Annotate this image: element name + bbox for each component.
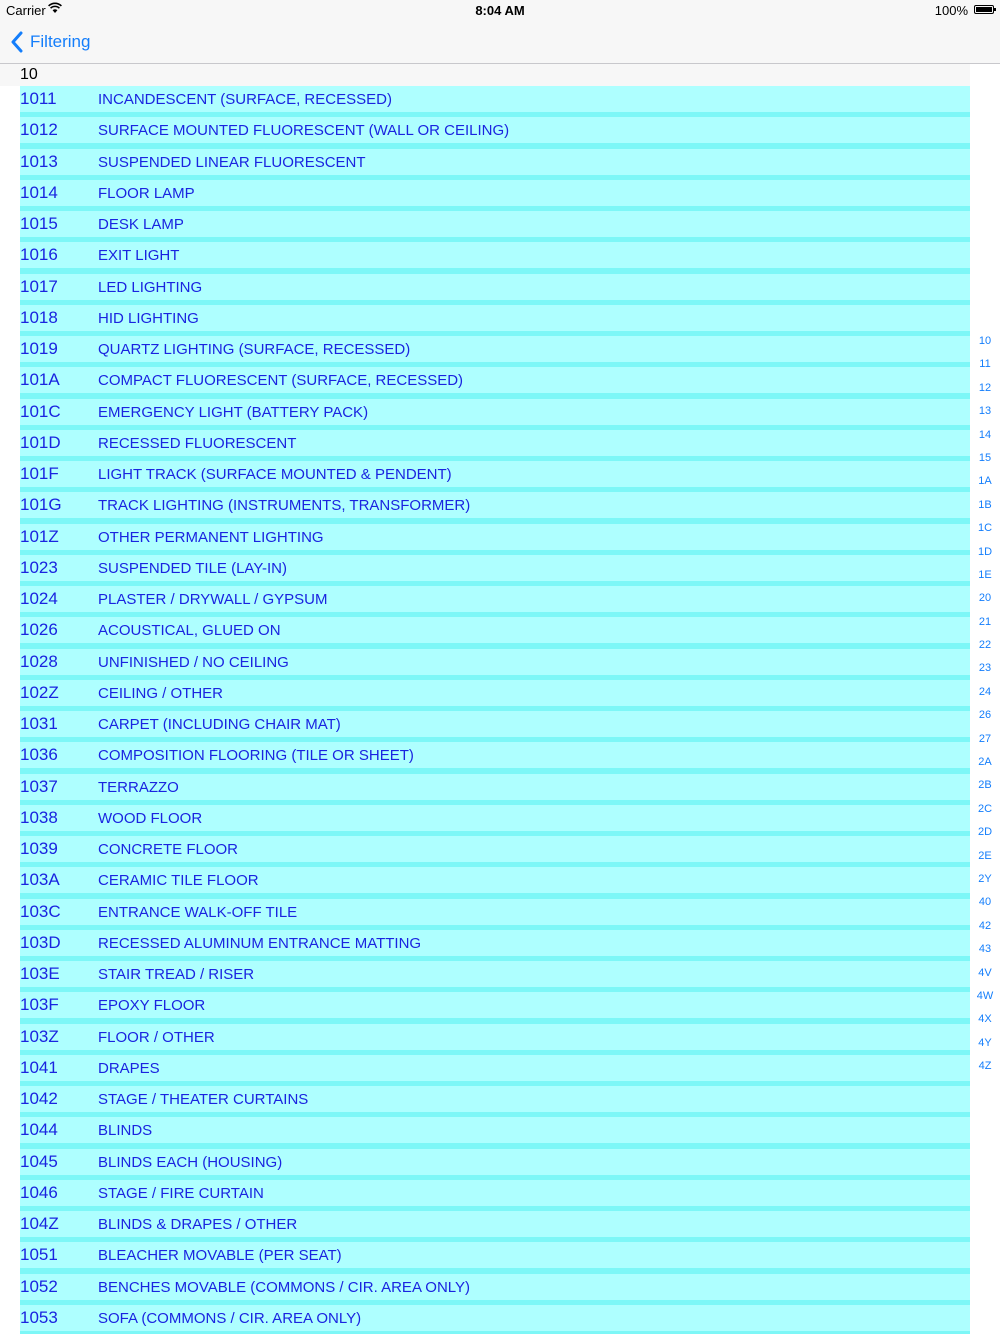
row-code: 1014 xyxy=(20,182,58,202)
row-background xyxy=(20,1055,970,1081)
row-description: BLINDS EACH (HOUSING) xyxy=(98,1153,283,1171)
index-item[interactable]: 1B xyxy=(978,498,992,511)
row-code: 1036 xyxy=(20,745,58,765)
row-code: 1015 xyxy=(20,214,58,233)
status-time: 8:04 AM xyxy=(475,3,525,18)
row-code: 1046 xyxy=(20,1182,58,1202)
row-description: STAGE / FIRE CURTAIN xyxy=(98,1184,264,1202)
index-item[interactable]: 1E xyxy=(978,568,992,581)
row-code: 1028 xyxy=(20,651,58,671)
index-item[interactable]: 42 xyxy=(978,919,992,932)
row-description: RECESSED ALUMINUM ENTRANCE MATTING xyxy=(98,934,422,952)
index-item[interactable]: 15 xyxy=(978,451,992,464)
table-row[interactable] xyxy=(20,117,970,148)
row-description: LED LIGHTING xyxy=(98,278,203,296)
row-code: 1023 xyxy=(20,557,58,577)
index-item[interactable]: 2C xyxy=(977,802,993,815)
index-item[interactable]: 4X xyxy=(978,1013,992,1026)
table-row[interactable] xyxy=(20,149,970,180)
row-description: STAGE / THEATER CURTAINS xyxy=(98,1091,309,1108)
section-header xyxy=(0,64,970,86)
row-description: TRACK LIGHTING (INSTRUMENTS, TRANSFORMER) xyxy=(98,497,471,515)
table-rows xyxy=(20,86,970,1334)
index-item[interactable]: 1A xyxy=(978,475,992,488)
index-item[interactable]: 2E xyxy=(978,849,992,862)
row-description: UNFINISHED / NO CEILING xyxy=(98,653,289,671)
row-description: COMPACT FLUORESCENT (SURFACE, RECESSED) xyxy=(98,372,464,390)
table-row[interactable] xyxy=(20,242,970,273)
row-description: INCANDESCENT (SURFACE, RECESSED) xyxy=(98,91,392,108)
row-description: FLOOR / OTHER xyxy=(98,1028,215,1046)
table-row[interactable] xyxy=(20,1242,970,1273)
row-code: 1031 xyxy=(20,714,58,733)
index-item[interactable]: 12 xyxy=(978,381,992,394)
row-code: 1016 xyxy=(20,245,58,265)
row-code: 101Z xyxy=(20,526,59,546)
row-code: 1012 xyxy=(20,120,58,140)
row-description: BENCHES MOVABLE (COMMONS / CIR. AREA ONLY) xyxy=(98,1278,471,1296)
row-code: 1018 xyxy=(20,307,58,327)
row-description: BLINDS & DRAPES / OTHER xyxy=(98,1216,298,1233)
row-description: CEILING / OTHER xyxy=(98,684,224,702)
table-row[interactable] xyxy=(20,86,970,117)
row-description: DRAPES xyxy=(98,1059,160,1077)
row-description: CARPET (INCLUDING CHAIR MAT) xyxy=(98,716,341,733)
back-button-label: Filtering xyxy=(30,32,91,51)
row-code: 1053 xyxy=(20,1307,58,1327)
row-description: QUARTZ LIGHTING (SURFACE, RECESSED) xyxy=(98,341,411,358)
index-item[interactable]: 10 xyxy=(978,335,992,347)
table-row[interactable] xyxy=(20,617,970,648)
row-description: ACOUSTICAL, GLUED ON xyxy=(98,622,281,640)
row-description: TERRAZZO xyxy=(98,778,179,796)
row-code: 1026 xyxy=(20,620,58,640)
row-description: SOFA (COMMONS / CIR. AREA ONLY) xyxy=(98,1309,362,1327)
index-item[interactable]: 2B xyxy=(978,779,992,792)
table-row[interactable] xyxy=(20,680,970,711)
row-code: 103Z xyxy=(20,1026,59,1046)
table-row[interactable] xyxy=(20,1149,970,1180)
row-code: 1052 xyxy=(20,1276,58,1296)
battery-icon xyxy=(974,5,994,14)
index-item[interactable]: 2A xyxy=(978,756,992,769)
row-code: 101G xyxy=(20,495,62,515)
index-item[interactable]: 14 xyxy=(978,428,992,441)
table-row[interactable] xyxy=(20,461,970,492)
back-button[interactable] xyxy=(10,29,90,55)
table-row[interactable] xyxy=(20,1305,970,1334)
row-code: 1041 xyxy=(20,1057,58,1077)
index-item[interactable]: 22 xyxy=(978,639,992,652)
row-description: BLINDS xyxy=(98,1122,153,1140)
row-description: EMERGENCY LIGHT (BATTERY PACK) xyxy=(98,403,369,421)
index-item[interactable]: 2D xyxy=(977,826,993,839)
row-code: 1019 xyxy=(20,339,58,358)
section-index-bar[interactable] xyxy=(970,330,1000,1079)
row-description: OTHER PERMANENT LIGHTING xyxy=(98,528,324,546)
table-row[interactable] xyxy=(20,211,970,242)
row-code: 101C xyxy=(20,401,61,421)
row-code: 1013 xyxy=(20,151,58,171)
row-code: 1024 xyxy=(20,589,58,608)
row-description: SUSPENDED LINEAR FLUORESCENT xyxy=(98,153,366,171)
table-row[interactable] xyxy=(20,805,970,836)
table-row[interactable] xyxy=(20,1086,970,1117)
table-row[interactable] xyxy=(20,336,970,367)
row-description: EPOXY FLOOR xyxy=(98,997,206,1015)
table-row[interactable] xyxy=(20,367,970,398)
row-description: CERAMIC TILE FLOOR xyxy=(98,872,259,890)
row-description: CONCRETE FLOOR xyxy=(98,841,239,858)
index-item[interactable]: 26 xyxy=(978,709,992,722)
table-row[interactable] xyxy=(20,586,970,617)
navigation-bar xyxy=(0,22,1000,64)
index-item[interactable]: 1C xyxy=(977,522,993,535)
row-description: COMPOSITION FLOORING (TILE OR SHEET) xyxy=(98,747,414,765)
row-code: 103F xyxy=(20,995,59,1015)
index-item[interactable]: 23 xyxy=(978,662,992,675)
status-bar xyxy=(0,0,1000,22)
table-row[interactable] xyxy=(20,1211,970,1242)
row-background xyxy=(20,1117,970,1143)
table-row[interactable] xyxy=(20,305,970,336)
row-description: EXIT LIGHT xyxy=(98,247,180,265)
row-code: 101D xyxy=(20,432,61,452)
table-row[interactable] xyxy=(20,899,970,930)
index-item[interactable]: 40 xyxy=(978,896,992,909)
row-code: 101F xyxy=(20,464,59,483)
row-code: 103A xyxy=(20,870,60,890)
section-title: 10 xyxy=(20,66,38,83)
index-item[interactable]: 4Y xyxy=(978,1036,992,1049)
row-description: BLEACHER MOVABLE (PER SEAT) xyxy=(98,1247,342,1265)
index-item[interactable]: 43 xyxy=(978,943,992,956)
row-description: ENTRANCE WALK-OFF TILE xyxy=(98,903,298,921)
table-view[interactable] xyxy=(0,64,1000,1334)
index-item[interactable]: 20 xyxy=(978,592,992,605)
row-code: 101A xyxy=(20,370,60,390)
row-code: 1051 xyxy=(20,1245,58,1265)
table-row[interactable] xyxy=(20,555,970,586)
row-description: SUSPENDED TILE (LAY-IN) xyxy=(98,559,287,577)
row-code: 104Z xyxy=(20,1214,59,1233)
row-description: SURFACE MOUNTED FLUORESCENT (WALL OR CEILING) xyxy=(98,122,510,140)
table-row[interactable] xyxy=(20,961,970,992)
table-row[interactable] xyxy=(20,1055,970,1086)
chevron-left-icon xyxy=(10,31,24,53)
index-item[interactable]: 4W xyxy=(976,989,994,1002)
row-description: HID LIGHTING xyxy=(98,309,199,327)
row-code: 103D xyxy=(20,932,61,952)
table-row[interactable] xyxy=(20,711,970,742)
table-row[interactable] xyxy=(20,836,970,867)
index-item[interactable]: 27 xyxy=(978,732,992,745)
table-row[interactable] xyxy=(20,1274,970,1305)
table-row[interactable] xyxy=(20,649,970,680)
table-row[interactable] xyxy=(20,930,970,961)
row-description: PLASTER / DRYWALL / GYPSUM xyxy=(98,591,328,608)
table-row[interactable] xyxy=(20,492,970,523)
index-item[interactable]: 11 xyxy=(979,358,991,371)
row-code: 1011 xyxy=(20,89,57,108)
carrier-label: Carrier xyxy=(6,3,46,18)
table-row[interactable] xyxy=(20,1117,970,1148)
row-code: 1045 xyxy=(20,1151,58,1171)
table-row[interactable] xyxy=(20,992,970,1023)
table-row[interactable] xyxy=(20,742,970,773)
table-row[interactable] xyxy=(20,774,970,805)
table-row[interactable] xyxy=(20,1180,970,1211)
row-description: STAIR TREAD / RISER xyxy=(98,966,255,983)
row-code: 102Z xyxy=(20,682,59,702)
row-description: RECESSED FLUORESCENT xyxy=(98,434,297,452)
index-item[interactable]: 4Z xyxy=(978,1060,992,1073)
table-row[interactable] xyxy=(20,180,970,211)
row-description: LIGHT TRACK (SURFACE MOUNTED & PENDENT) xyxy=(98,466,452,483)
table-row[interactable] xyxy=(20,274,970,305)
index-item[interactable]: 1D xyxy=(977,545,993,558)
table-row[interactable] xyxy=(20,399,970,430)
table-row[interactable] xyxy=(20,524,970,555)
table-row[interactable] xyxy=(20,1024,970,1055)
index-item[interactable]: 13 xyxy=(978,405,992,418)
battery-percent: 100% xyxy=(934,3,968,18)
index-item[interactable]: 24 xyxy=(978,685,992,698)
row-code: 103E xyxy=(20,964,60,983)
row-code: 1017 xyxy=(20,276,58,296)
index-item[interactable]: 4V xyxy=(978,966,992,979)
row-code: 1039 xyxy=(20,839,58,858)
table-row[interactable] xyxy=(20,867,970,898)
row-code: 1038 xyxy=(20,807,58,827)
table-row[interactable] xyxy=(20,430,970,461)
row-description: DESK LAMP xyxy=(98,216,184,233)
index-item[interactable]: 21 xyxy=(978,615,992,628)
row-description: FLOOR LAMP xyxy=(98,184,195,202)
row-code: 1042 xyxy=(20,1089,58,1108)
index-item[interactable]: 2Y xyxy=(978,872,992,885)
row-code: 1044 xyxy=(20,1120,58,1140)
row-description: WOOD FLOOR xyxy=(98,809,203,827)
row-code: 1037 xyxy=(20,776,58,796)
row-code: 103C xyxy=(20,901,61,921)
